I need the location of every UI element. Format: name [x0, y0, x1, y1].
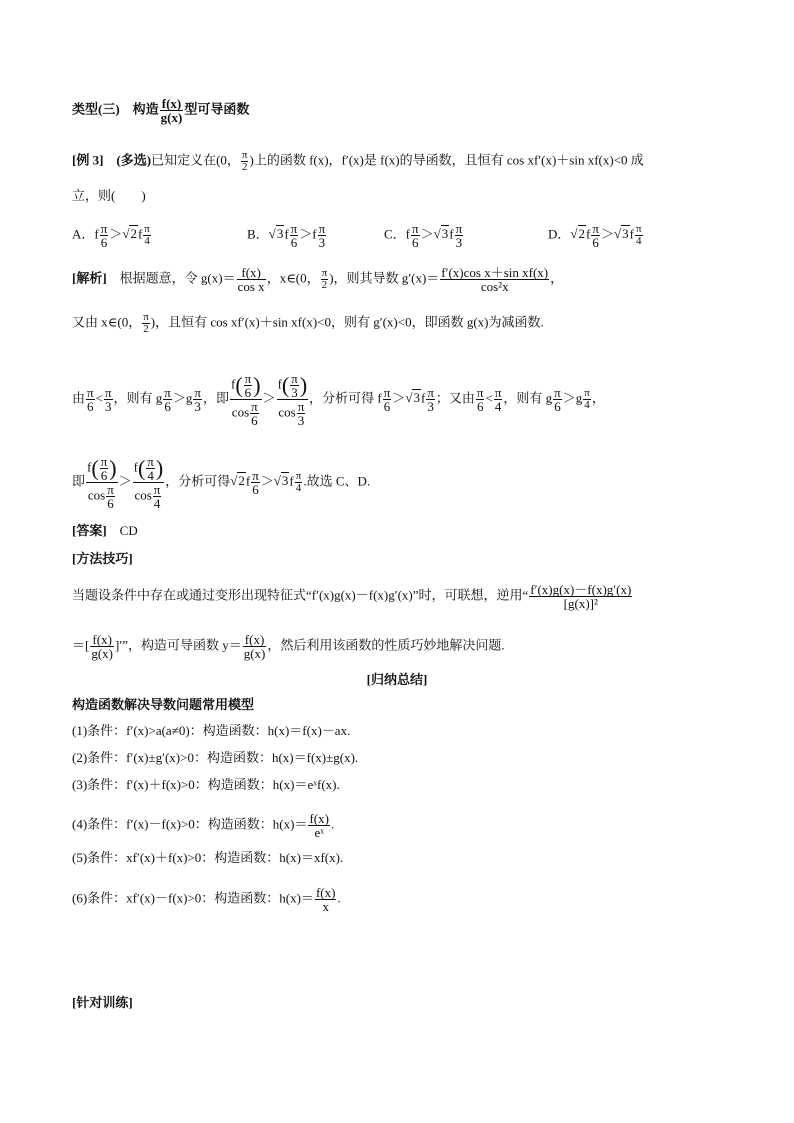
training-label: [针对训练] — [72, 995, 133, 1010]
fraction-f-pi3-over-cos: f( $\frac{\pi}{3}$ ) cos $\frac{\pi}{3}$ — [277, 371, 308, 428]
answer-line — [72, 523, 138, 539]
summary-item-4: (4)条件：f′(x)－f(x)>0：构造函数：h(x)＝ $\frac{f(x)}{\text{eˣ}}$ . — [72, 811, 335, 840]
analysis-label: [解析] — [72, 270, 107, 286]
analysis-line-3: 由 $\frac{\pi}{6}$ < $\frac{\pi}{3}$ ，则有 g $\frac{\pi}{6}$ ＞g $\frac{\pi}{3}$ ，即 f( $\frac{\pi}{6}$ ) cos $\frac{\pi}{6}$ ＞ f( $\frac{\pi}{3}$ ) cos $\frac{\pi}{3}$ ，分析可得 f $\frac{\pi}{6}$ ＞√3f $\frac{\pi}{3}$ ；又由 $\frac{\pi}{6}$ < $\frac{\pi}{4}$ ，则有 g $\frac{\pi}{6}$ ＞g $\frac{\pi}{4}$ ， — [72, 371, 605, 428]
method-line-1: 当题设条件中存在或通过变形出现特征式“f′(x)g(x)－f(x)g′(x)”时，可联想，逆用“ $\frac{f'(x)g(x)-f(x)g'(x)}{\text{[g(x)]²}}$ — [72, 582, 632, 611]
fraction-f-pi6-over-cos: f( $\frac{\pi}{6}$ ) cos $\frac{\pi}{6}$ — [230, 371, 261, 428]
analysis-line-4: 即 f( $\frac{\pi}{6}$ ) cos $\frac{\pi}{6}$ ＞ f( $\frac{\pi}{4}$ ) cos $\frac{\pi}{4}$ ，分析可得√2f $\frac{\pi}{6}$ ＞√3f $\frac{\pi}{4}$ .故选 C、D. — [72, 454, 371, 511]
example-label: [例 3] (多选) — [72, 152, 152, 168]
example-line-1: [例 3] (多选)已知定义在(0， $\frac{\pi}{2}$ )上的函数 f(x)，f′(x)是 f(x)的导函数，且恒有 cos xf′(x)＋sin xf(x)<0 成 — [72, 149, 644, 173]
option-d: D．√2f $\frac{\pi}{6}$ ＞√3f $\frac{\pi}{4}$ — [548, 221, 642, 250]
summary-heading: 构造函数解决导数问题常用模型 — [72, 697, 255, 712]
option-c: C．f $\frac{\pi}{6}$ ＞√3f $\frac{\pi}{3}$ — [384, 221, 463, 250]
summary-item-5: (5)条件：xf′(x)＋f(x)>0：构造函数：h(x)＝xf(x). — [72, 850, 344, 865]
summary-item-1: (1)条件：f′(x)>a(a≠0)：构造函数：h(x)＝f(x)－ax. — [72, 723, 351, 738]
summary-item-2: (2)条件：f′(x)±g′(x)>0：构造函数：h(x)＝f(x)±g(x). — [72, 750, 359, 765]
answer-value: CD — [106, 523, 138, 538]
method-label: [方法技巧] — [72, 551, 133, 566]
analysis-line-1: [解析] 根据题意，令 g(x)＝ $\frac{f(x)}{\text{cos x}}$ ，x∈(0， $\frac{\pi}{2}$ )，则其导数 g′(x)＝ $\frac{\text{f′(x)cos x＋sin xf(x)}}{\text{cos²x}}$ ， — [72, 265, 564, 294]
summary-title: [归纳总结] — [366, 672, 428, 687]
option-b: B．√3f $\frac{\pi}{6}$ ＞f $\frac{\pi}{3}$ — [247, 221, 326, 250]
analysis-line-2: 又由 x∈(0， $\frac{\pi}{2}$ )，且恒有 cos xf′(x)＋sin xf(x)<0，则有 g′(x)<0，即函数 g(x)为减函数. — [72, 311, 544, 335]
method-line-2: ＝[ $\frac{f(x)}{g(x)}$ ]′”，构造可导函数 y＝ $\frac{f(x)}{g(x)}$ ，然后利用该函数的性质巧妙地解决问题. — [72, 632, 505, 661]
example-line-2: 立，则( ) — [72, 188, 146, 203]
summary-item-3: (3)条件：f′(x)＋f(x)>0：构造函数：h(x)＝eˣf(x). — [72, 777, 340, 792]
summary-item-6: (6)条件：xf′(x)－f(x)>0：构造函数：h(x)＝ $\frac{f(x)}{x}$ . — [72, 885, 341, 914]
section-heading: 类型(三) 构造 $\frac{f(x)}{g(x)}$ 型可导函数 — [72, 96, 250, 125]
heading-fraction: $\frac{f(x)}{g(x)}$ — [160, 96, 183, 125]
answer-label: [答案] — [72, 523, 107, 538]
option-a: A．f $\frac{\pi}{6}$ ＞√2f $\frac{\pi}{4}$ — [72, 221, 150, 250]
